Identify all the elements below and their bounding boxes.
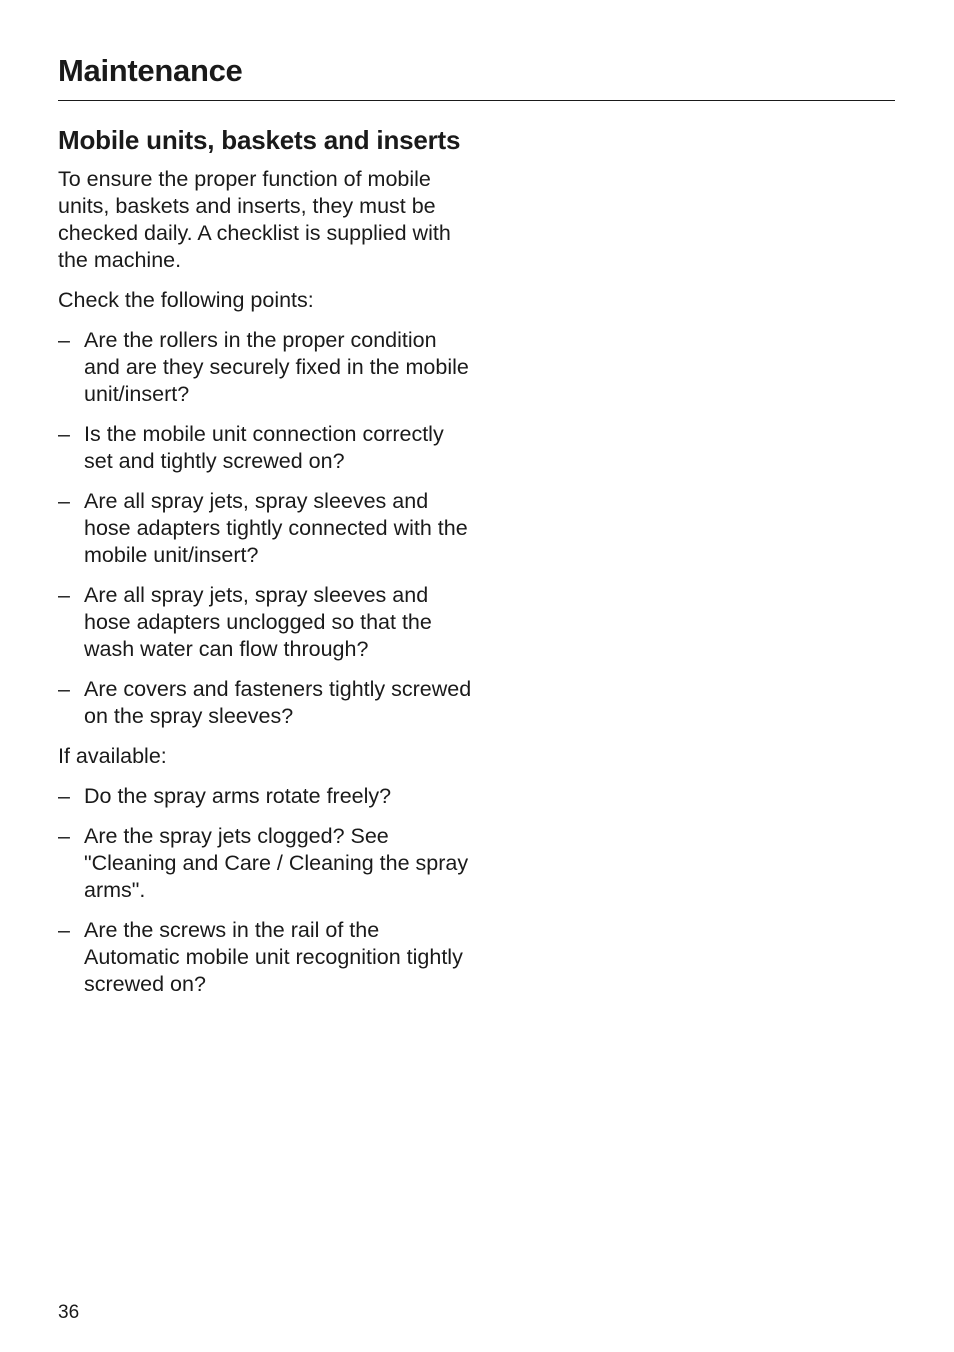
list-item-text: Are the screws in the rail of the Automatic mobile unit recognition tightly screwed on?: [84, 918, 463, 996]
check-label: Check the following points:: [58, 288, 314, 312]
list-item: [58, 917, 478, 998]
section-heading: Mobile units, baskets and inserts: [58, 125, 461, 155]
dash-bullet: –: [58, 489, 70, 513]
page-number: 36: [58, 1302, 80, 1323]
dash-bullet: –: [58, 677, 70, 701]
list-item: [58, 488, 478, 569]
dash-bullet: –: [58, 328, 70, 352]
list-item-text: Is the mobile unit connection correctly set and tightly screwed on?: [84, 422, 444, 473]
dash-bullet: –: [58, 918, 70, 942]
dash-bullet: –: [58, 422, 70, 446]
list-item: [58, 421, 478, 475]
title-divider: [58, 100, 895, 101]
page-title: Maintenance: [58, 53, 243, 88]
dash-bullet: –: [58, 583, 70, 607]
intro-paragraph: To ensure the proper function of mobile units, baskets and inserts, they must be checked daily. A checklist is supplied with the machine.: [58, 167, 451, 272]
list-item: [58, 327, 478, 408]
list-item-text: Are the spray jets clogged? See "Cleaning and Care / Cleaning the spray arms".: [84, 824, 469, 902]
available-list: [58, 783, 478, 998]
list-item-text: Are the rollers in the proper condition and are they securely fixed in the mobile unit/insert?: [84, 328, 469, 406]
list-item-text: Do the spray arms rotate freely?: [84, 784, 392, 808]
list-item: [58, 582, 478, 663]
main-content: [58, 124, 478, 1011]
list-item-text: Are covers and fasteners tightly screwed on the spray sleeves?: [84, 677, 472, 728]
list-item: [58, 783, 478, 810]
available-label: If available:: [58, 744, 167, 768]
list-item: [58, 676, 478, 730]
list-item: [58, 823, 478, 904]
check-list: [58, 327, 478, 730]
dash-bullet: –: [58, 784, 70, 808]
dash-bullet: –: [58, 824, 70, 848]
list-item-text: Are all spray jets, spray sleeves and hose adapters unclogged so that the wash water can flow through?: [84, 583, 432, 661]
list-item-text: Are all spray jets, spray sleeves and hose adapters tightly connected with the mobile unit/insert?: [84, 489, 468, 567]
